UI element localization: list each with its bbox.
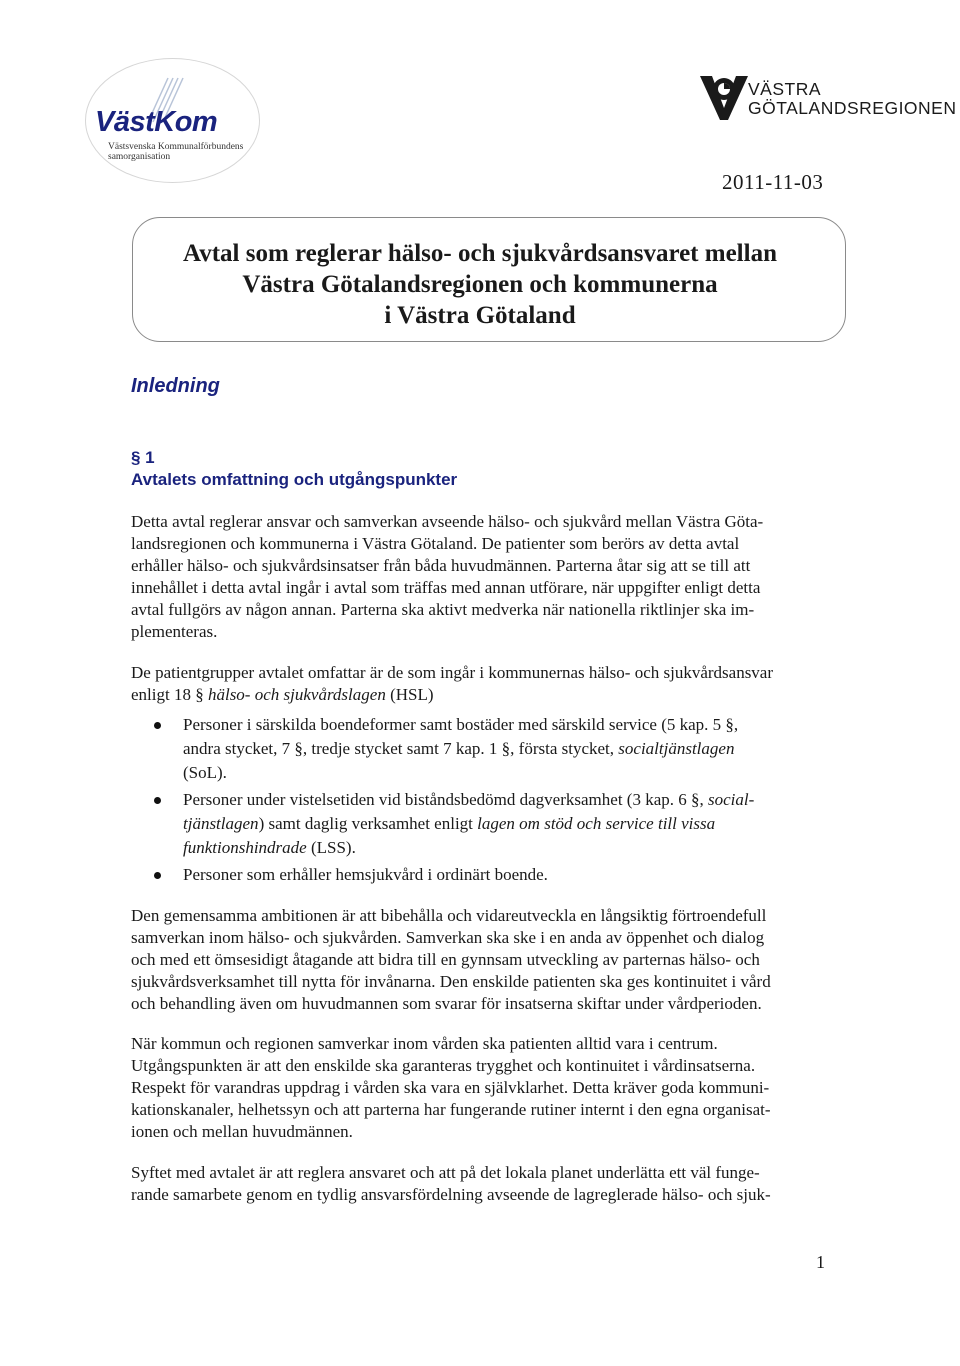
para1-line: erhåller hälso- och sjukvårdsinsatser från båda huvudmännen. Parterna åtar sig att se till att [131, 556, 751, 575]
bullet-text: andra stycket, 7 §, tredje stycket samt 7 kap. 1 §, första stycket, [183, 739, 619, 758]
page-number: 1 [816, 1252, 825, 1272]
vastkom-subtitle-line1: Västsvenska Kommunalförbundens [108, 142, 244, 152]
vgr-wordmark-line1: VÄSTRA [748, 79, 822, 99]
vastkom-logo [85, 58, 265, 188]
bullet-line: Personer i särskilda boendeformer samt bostäder med särskild service (5 kap. 5 §, [183, 715, 739, 734]
bullet-text: Personer under vistelsetiden vid biståndsbedömd dagverksamhet (3 kap. 6 §, [183, 790, 708, 809]
para2-line: De patientgrupper avtalet omfattar är de som ingår i kommunernas hälso- och sjukvårdsansvar [131, 663, 774, 682]
bullet-marker [154, 872, 161, 879]
bullet-marker [154, 797, 161, 804]
para3-line: och behandling även om huvudmannen som svarar för insatserna skiftar under vårdperioden. [131, 994, 762, 1013]
para1-line: plementeras. [131, 622, 218, 641]
section-title: Avtalets omfattning och utgångspunkter [131, 470, 458, 489]
vgr-emblem-icon [698, 72, 750, 124]
document-date: 2011-11-03 [722, 170, 824, 194]
bullet-text: ) samt daglig verksamhet enligt [258, 814, 478, 833]
para3-line: sjukvårdsverksamhet till nytta för invånarna. Den enskilde patienten ska ges kontinuitet i vård [131, 972, 771, 991]
bullet-line [183, 789, 754, 811]
bullet-marker [154, 722, 161, 729]
para4-line: Utgångspunkten är att den enskilde ska garanteras trygghet och kontinuitet i vårdinsatserna. [131, 1056, 756, 1075]
bullet-line [183, 837, 356, 859]
para4-line: Respekt för varandras uppdrag i vården ska vara en självklarhet. Detta kräver goda kommuni- [131, 1078, 770, 1097]
vgr-logo [698, 72, 957, 132]
para4-line: ionen och mellan huvudmännen. [131, 1122, 353, 1141]
para5-line: rande samarbete genom en tydlig ansvarsfördelning avseende de lagreglerade hälso- och sjuk- [131, 1185, 771, 1204]
bullet-text: (LSS). [306, 838, 356, 857]
title-line-2: Västra Götalandsregionen och kommunerna [242, 271, 718, 298]
bullet-line [183, 813, 715, 835]
bullet-line: Personer som erhåller hemsjukvård i ordinärt boende. [183, 865, 548, 884]
para4-line: kationskanaler, helhetssyn och att parterna har fungerande rutiner internt i den egna organisat- [131, 1100, 771, 1119]
para3-line: samverkan inom hälso- och sjukvården. Samverkan ska ske i en anda av öppenhet och dialog [131, 928, 765, 947]
vastkom-subtitle [108, 142, 243, 162]
para1-line: innehållet i detta avtal ingår i avtal som träffas med annan utförare, när uppgifter enligt detta [131, 578, 761, 597]
law-reference: tjänstlagen [183, 814, 259, 833]
para1-line: landsregionen och kommunerna i Västra Götaland. De patienter som berörs av detta avtal [131, 534, 740, 553]
law-reference: hälso- och sjukvårdslagen [207, 685, 386, 704]
vastkom-subtitle-line2: samorganisation [108, 152, 171, 162]
para2-text: enligt 18 § [131, 685, 208, 704]
law-reference: socialtjänstlagen [618, 739, 735, 758]
para4-line: När kommun och regionen samverkar inom vården ska patienten alltid vara i centrum. [131, 1034, 718, 1053]
law-reference: lagen om stöd och service till vissa [477, 814, 716, 833]
para3-line: och med ett ömsesidigt åtagande att bidra till en gynnsam utveckling av parternas hälso- och [131, 950, 760, 969]
para1-line: Detta avtal reglerar ansvar och samverkan avseende hälso- och sjukvård mellan Västra Göta- [131, 512, 764, 531]
section-number: § 1 [131, 448, 155, 467]
law-reference: funktionshindrade [183, 838, 307, 857]
vgr-wordmark-line2: GÖTALANDSREGIONEN [748, 98, 957, 118]
law-reference: social- [708, 790, 755, 809]
heading-inledning: Inledning [131, 375, 220, 397]
para3-line: Den gemensamma ambitionen är att bibehålla och vidareutveckla en långsiktig förtroendefull [131, 906, 767, 925]
para1-line: avtal fullgörs av någon annan. Parterna ska aktivt medverka när nationella riktlinjer ska im- [131, 600, 755, 619]
vgr-wordmark [748, 80, 957, 118]
para2-line [131, 684, 434, 706]
title-line-3: i Västra Götaland [384, 302, 576, 329]
title-line-1: Avtal som reglerar hälso- och sjukvårdsansvaret mellan [183, 240, 777, 267]
vastkom-name: VästKom [95, 106, 218, 138]
para2-text: (HSL) [385, 685, 434, 704]
bullet-line: (SoL). [183, 763, 227, 782]
para5-line: Syftet med avtalet är att reglera ansvaret och att på det lokala planet underlätta ett väl funge- [131, 1163, 760, 1182]
bullet-line [183, 738, 734, 760]
